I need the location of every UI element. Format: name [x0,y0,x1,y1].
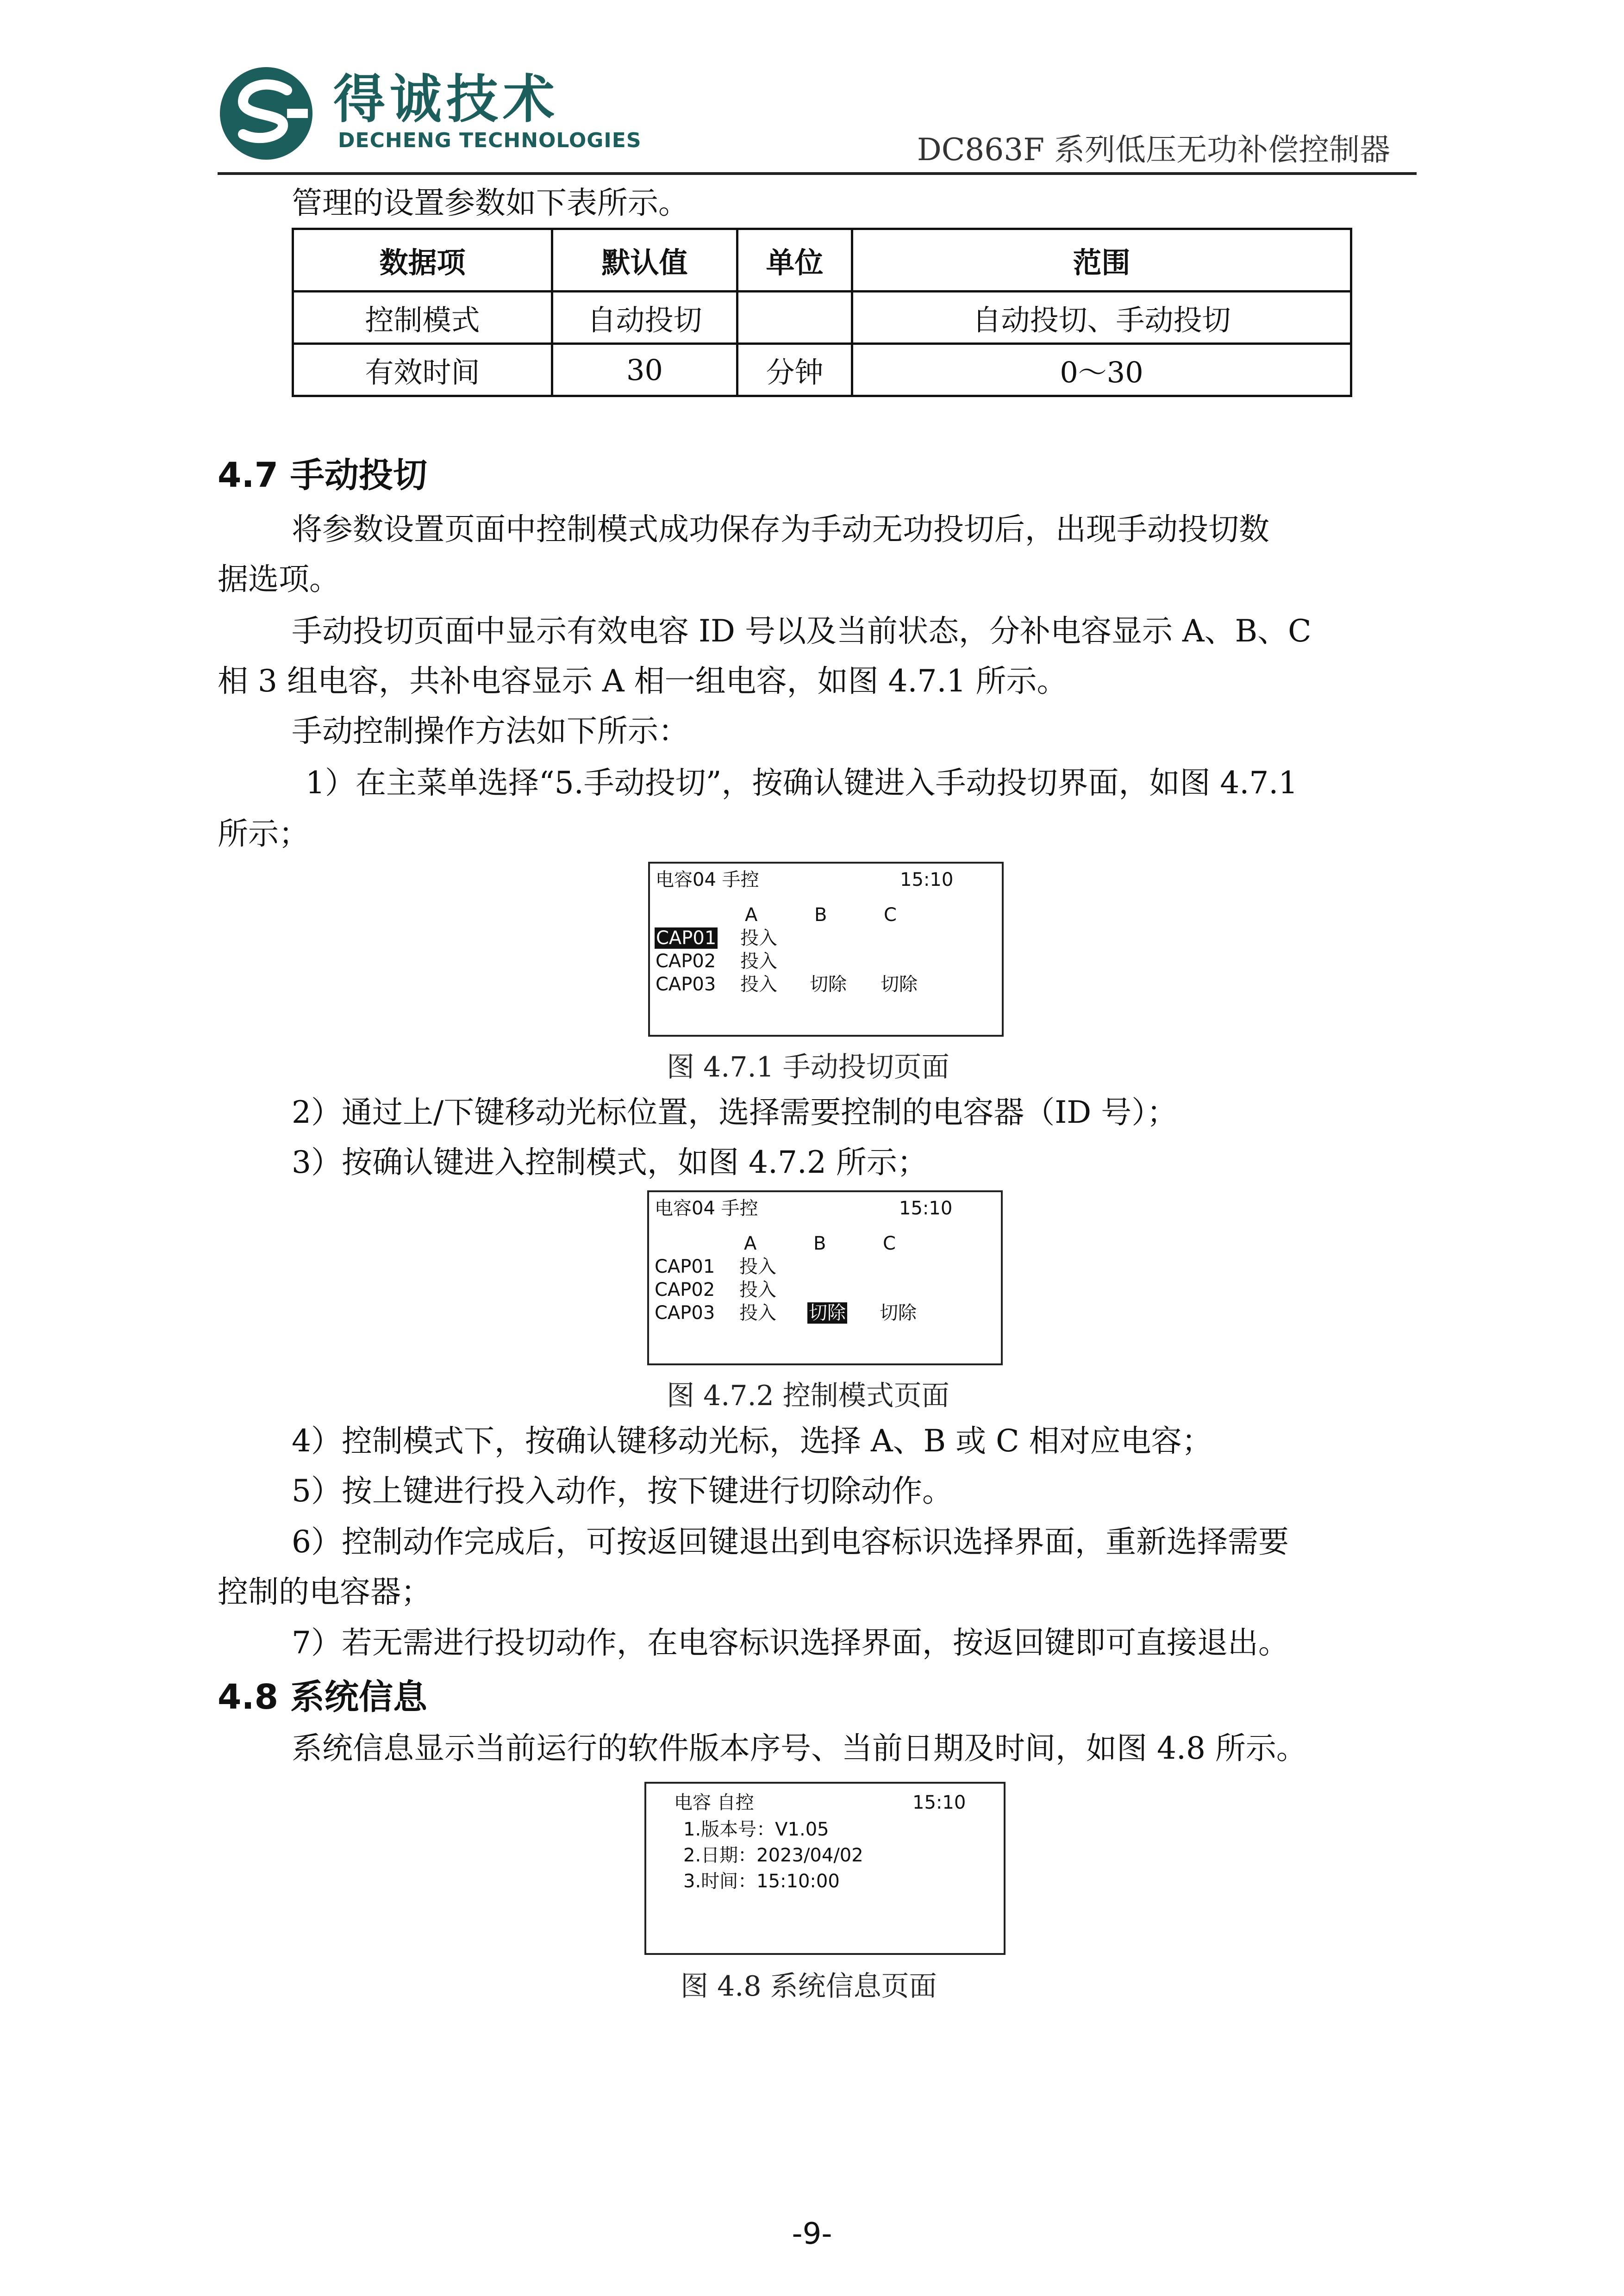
step-1-cont: 所示； [218,816,309,852]
lcd-manual-switch-screen [648,862,1004,1037]
lcd-col-c: C [884,904,897,926]
lcd-cap-id: CAP02 [656,951,716,972]
lcd-cap-id: CAP03 [655,1302,715,1324]
paragraph: 系统信息显示当前运行的软件版本序号、当前日期及时间，如图 4.8 所示。 [292,1730,1307,1766]
table-cell: 30 [552,344,737,396]
lcd-col-b: B [814,904,827,926]
lcd-state: 投入 [740,927,777,949]
paragraph: 将参数设置页面中控制模式成功保存为手动无功投切后，出现手动投切数 [292,511,1269,547]
lcd-state: 投入 [740,951,777,972]
document-title: DC863F 系列低压无功补偿控制器 [917,132,1390,168]
lcd-title: 电容04 手控 [655,1198,758,1219]
intro-text: 管理的设置参数如下表所示。 [292,185,689,221]
table-header-cell: 数据项 [293,229,552,292]
lcd-cap-id: CAP02 [655,1279,715,1300]
table-header-cell: 默认值 [552,229,737,292]
paragraph: 手动控制操作方法如下所示： [292,713,689,749]
lcd-time: 15:10 [900,869,954,890]
section-4-8-heading: 4.8 系统信息 [218,1677,427,1717]
paragraph: 据选项。 [218,561,340,597]
lcd-time: 15:10 [912,1792,966,1813]
decheng-logo-icon [218,65,315,162]
lcd-title: 电容 自控 [674,1792,754,1813]
lcd-system-info-screen [644,1782,1006,1955]
table-cell: 自动投切、手动投切 [852,292,1351,344]
table-header-row [293,229,1351,292]
lcd-title: 电容04 手控 [656,869,759,890]
step-7: 7）若无需进行投切动作，在电容标识选择界面，按返回键即可直接退出。 [292,1625,1289,1661]
step-6: 6）控制动作完成后，可按返回键退出到电容标识选择界面，重新选择需要 [292,1524,1289,1560]
step-2: 2）通过上/下键移动光标位置，选择需要控制的电容器（ID 号）； [292,1095,1178,1130]
step-1: 1）在主菜单选择“5.手动投切”，按确认键进入手动投切界面，如图 4.7.1 [306,765,1298,801]
table-cell: 有效时间 [293,344,552,396]
lcd-state: 投入 [739,1279,776,1300]
table-cell: 0～30 [852,344,1351,396]
lcd-col-a: A [744,1233,757,1254]
lcd-cap-id: CAP01 [655,1256,715,1277]
lcd-col-b: B [813,1233,826,1254]
company-logo-en: DECHENG TECHNOLOGIES [338,129,642,152]
table-cell: 自动投切 [552,292,737,344]
table-cell: 控制模式 [293,292,552,344]
lcd-clock: 3.时间：15:10:00 [683,1871,840,1892]
table-row [293,292,1351,344]
lcd-state: 投入 [739,1256,776,1277]
lcd-date: 2.日期：2023/04/02 [683,1845,863,1866]
figure-caption: 图 4.7.1 手动投切页面 [667,1051,949,1083]
step-3: 3）按确认键进入控制模式，如图 4.7.2 所示； [292,1145,928,1180]
lcd-state: 投入 [739,1302,776,1324]
lcd-col-c: C [883,1233,896,1254]
figure-caption: 图 4.7.2 控制模式页面 [667,1380,949,1412]
page-number: -9- [792,2217,832,2251]
section-4-7-heading: 4.7 手动投切 [218,455,427,495]
lcd-state: 切除 [880,1302,917,1324]
lcd-state: 切除 [881,974,918,995]
lcd-version: 1.版本号：V1.05 [683,1819,829,1840]
step-5: 5）按上键进行投入动作，按下键进行切除动作。 [292,1473,953,1509]
lcd-cap-id: CAP03 [656,974,716,995]
table-header-cell: 范围 [852,229,1351,292]
parameter-table [292,228,1352,397]
lcd-time: 15:10 [899,1198,953,1219]
company-logo-cn: 得诚技术 [333,69,559,130]
step-6-cont: 控制的电容器； [218,1574,431,1610]
figure-caption: 图 4.8 系统信息页面 [681,1970,937,2003]
lcd-cursor-state: 切除 [807,1302,847,1324]
table-header-cell: 单位 [737,229,852,292]
lcd-state: 切除 [810,974,847,995]
paragraph: 相 3 组电容，共补电容显示 A 相一组电容，如图 4.7.1 所示。 [218,663,1068,699]
lcd-state: 投入 [740,974,777,995]
lcd-control-mode-screen [647,1190,1003,1365]
table-cell [737,292,852,344]
step-4: 4）控制模式下，按确认键移动光标，选择 A、B 或 C 相对应电容； [292,1423,1212,1459]
lcd-col-a: A [745,904,758,926]
paragraph: 手动投切页面中显示有效电容 ID 号以及当前状态，分补电容显示 A、B、C [292,613,1312,649]
header-divider [218,172,1417,175]
table-cell: 分钟 [737,344,852,396]
lcd-cursor-cap01: CAP01 [655,927,718,949]
table-row [293,344,1351,396]
